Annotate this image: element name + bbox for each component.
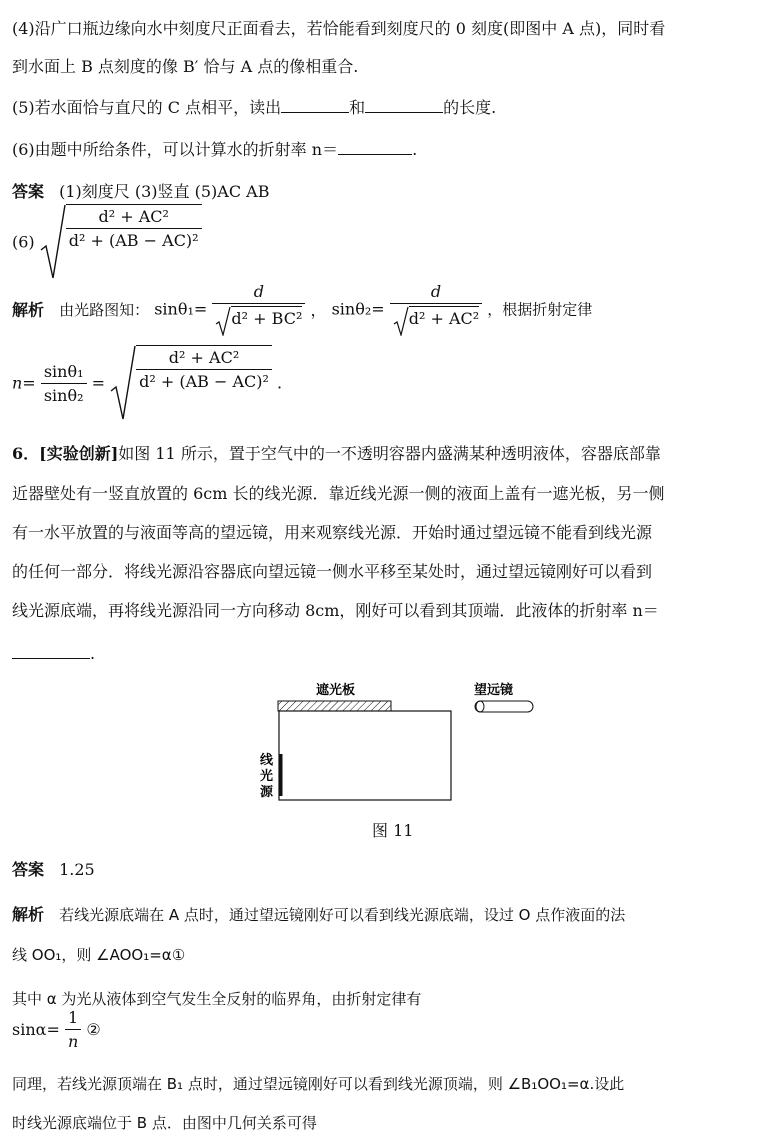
problem6-line4: 的任何一部分．将线光源沿容器底向望远镜一侧水平移至某处时，通过望远镜刚好可以看到 [12, 562, 653, 581]
item6-pre: (6)由题中所给条件，可以计算水的折射率 n＝ [12, 140, 339, 159]
answer1-formula [12, 204, 202, 280]
frac3-den: d² + (AB − AC)² [136, 369, 272, 391]
analysis2-line2: 线 OO₁，则 ∠AOO₁=α① [12, 946, 186, 964]
blank-4 [12, 642, 90, 659]
problem6-line3: 有一水平放置的与液面等高的望远镜，用来观察线光源．开始时通过望远镜不能看到线光源 [12, 523, 653, 542]
ratio-num: sinθ₁ [43, 361, 84, 381]
problem6-line1-text: 如图 11 所示，置于空气中的一不透明容器内盛满某种透明液体，容器底部靠 [118, 444, 661, 463]
blank-1 [281, 96, 349, 113]
source-label-1: 线 [260, 753, 274, 768]
problem6-line2: 近器壁处有一竖直放置的 6cm 长的线光源．靠近线光源一侧的液面上盖有一遮光板，另一侧 [12, 484, 665, 503]
source-label-2: 光 [260, 769, 274, 784]
analysis2-line6: 时线光源底端位于 B 点．由图中几何关系可得 [12, 1114, 317, 1132]
analysis2-mark2: ② [86, 1020, 101, 1039]
frac2-den: d² + AC² [409, 306, 479, 336]
sqrt-sign [40, 204, 202, 280]
answer1-label: 答案 [12, 182, 45, 201]
answer1-fraction [66, 207, 202, 250]
analysis1-row2 [12, 345, 282, 421]
answer1-f6-den: d² + (AB − AC)² [66, 228, 202, 250]
item6-post: . [412, 140, 418, 159]
shield-label: 遮光板 [316, 683, 356, 698]
frac1-den: d² + BC² [231, 306, 302, 336]
answer2-label: 答案 [12, 860, 45, 879]
analysis1-eq: = [91, 373, 105, 393]
problem6-line5: 线光源底端，再将线光源沿同一方向移动 8cm，刚好可以看到其顶端．此液体的折射率 n＝ [12, 601, 659, 620]
analysis2-frac [65, 1008, 81, 1051]
analysis1-n-eq: n= [12, 373, 36, 393]
analysis2-line1 [12, 904, 625, 926]
analysis1-period: . [277, 373, 283, 393]
analysis1-frac2 [390, 282, 482, 336]
analysis1-row1 [12, 282, 592, 336]
problem6-line6 [12, 642, 95, 665]
analysis2-frac-den: n [65, 1029, 81, 1051]
answer2-value: 1.25 [59, 860, 95, 879]
answer2 [12, 859, 95, 881]
frac1-num: d [253, 282, 264, 301]
analysis2-line3: 其中 α 为光从液体到空气发生全反射的临界角，由折射定律有 [12, 990, 422, 1008]
analysis1-comma: ， [310, 300, 327, 320]
item4-line1: (4)沿广口瓶边缘向水中刻度尺正面看去，若恰能看到刻度尺的 0 刻度(即图中 A 点)，同时看 [12, 19, 666, 38]
analysis1-intro: 由光路图知： [59, 300, 150, 319]
sqrt-sign [110, 345, 272, 421]
container [279, 711, 451, 800]
answer1-text: (1)刻度尺 (3)竖直 (5)AC AB [59, 182, 270, 201]
problem6-line1 [12, 443, 661, 465]
item5-post: 的长度. [443, 98, 497, 117]
analysis2-label: 解析 [12, 905, 45, 924]
answer1-f6-label: (6) [12, 232, 35, 252]
item5-pre: (5)若水面恰与直尺的 C 点相平，读出 [12, 98, 282, 117]
telescope-lens [476, 701, 484, 712]
analysis2-frac-num: 1 [68, 1008, 79, 1027]
answer1-f6-num: d² + AC² [98, 207, 169, 226]
item5-mid: 和 [349, 98, 366, 117]
analysis1-frac1 [212, 282, 305, 336]
ratio-den: sinθ₂ [41, 383, 87, 405]
analysis2-sin-a: sinα= [12, 1020, 60, 1039]
shield-plate [278, 701, 391, 711]
source-label-3: 源 [260, 785, 274, 800]
analysis1-label: 解析 [12, 300, 45, 320]
analysis2-line5: 同理，若线光源顶端在 B₁ 点时，通过望远镜刚好可以看到线光源顶端，则 ∠B₁OO₁=α.设此 [12, 1075, 625, 1093]
sqrt-sign [215, 306, 302, 336]
analysis1-tail: ，根据折射定律 [487, 300, 593, 319]
analysis1-frac3 [136, 348, 272, 391]
problem6-line6-post: . [90, 644, 96, 663]
answer1 [12, 181, 269, 203]
analysis1-sin2: sinθ₂= [331, 299, 385, 319]
analysis2-line1-text: 若线光源底端在 A 点时，通过望远镜刚好可以看到线光源底端，设过 O 点作液面的法 [59, 906, 626, 924]
sqrt-sign [393, 306, 479, 336]
telescope-label: 望远镜 [474, 683, 514, 698]
figure-caption: 图 11 [372, 821, 414, 840]
figure-11 [250, 676, 550, 810]
item6 [12, 138, 417, 161]
analysis1-sin1: sinθ₁= [154, 299, 208, 319]
frac3-num: d² + AC² [168, 348, 240, 367]
problem6-tag: 6．[实验创新] [12, 444, 119, 463]
item5 [12, 96, 496, 119]
item4-line2: 到水面上 B 点刻度的像 B′ 恰与 A 点的像相重合. [12, 57, 359, 76]
frac2-den-wrap [390, 303, 482, 336]
blank-2 [365, 96, 443, 113]
analysis1-ratio [41, 362, 87, 405]
analysis2-line4 [12, 1008, 101, 1051]
figure-svg [250, 676, 550, 806]
blank-3 [338, 138, 412, 155]
frac1-den-wrap [212, 303, 305, 336]
frac2-num: d [430, 282, 442, 301]
